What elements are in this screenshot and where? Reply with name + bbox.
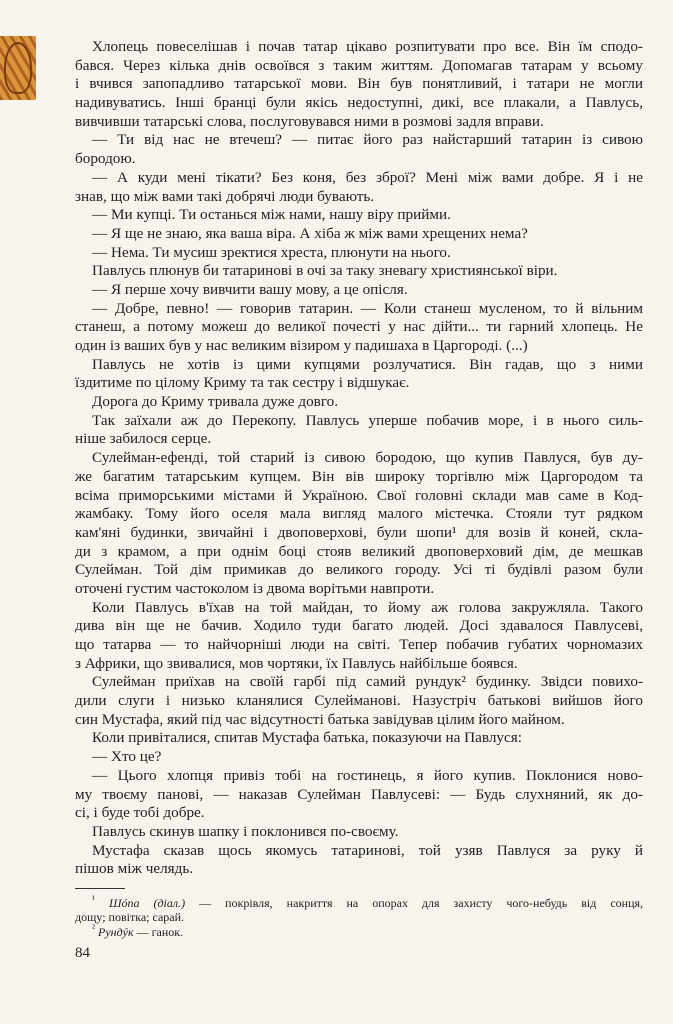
text-line: — А куди мені тікати? Без коня, без зброї? Мені між вами добре. Я і не [92, 168, 643, 186]
text-line: Сулейман приїхав на своїй гарбі під самий рундук² будинку. Звідси повихо- [92, 673, 643, 691]
footnote-text: — покрівля, накриття на опорах для захисту чого-небудь від сонця, [185, 896, 644, 910]
text-line: же багатим татарським купцем. Він вів широку торгівлю між Царгородом та [75, 467, 643, 485]
paragraph [75, 356, 643, 393]
footnote-text: — ганок. [133, 925, 184, 939]
paragraph [75, 842, 643, 879]
text-line: Хлопець повеселішав і почав татар цікаво розпитувати про все. Він їм сподо- [92, 38, 643, 55]
footnote-2 [75, 922, 660, 939]
page-number: 84 [75, 945, 90, 961]
text-line: оточені густим частоколом із двома ворітьми навпроти. [75, 579, 435, 597]
footnote-text-continued: дощу; повітка; сарай. [75, 910, 185, 924]
text-line: надивуватись. Інші бранці були якісь недоступні, дикі, все плакали, а Павлусь, [75, 94, 643, 112]
paragraph [75, 673, 643, 729]
text-line: з Африки, що звивалися, мов чортяки, їх Павлусь найбільше боявся. [75, 654, 518, 672]
footnote-divider [75, 888, 125, 889]
footnote-mark: ² [92, 923, 95, 934]
paragraph [75, 393, 643, 412]
paragraph [75, 225, 643, 244]
text-line: му твоєму панові, — наказав Сулейман Павлусеві: — Будь слухняний, як до- [75, 785, 643, 803]
text-line: дива він ще не бачив. Ходило туди багато людей. Досі здавалося Павлусеві, [75, 617, 643, 635]
text-line: пішов між челядь. [75, 860, 194, 878]
text-line: їздитиме по цілому Криму та так сестру і відшукає. [75, 374, 410, 392]
text-line: жамбаку. Тому його оселя мала вигляд малого містечка. Стояли тут рядком [75, 505, 643, 523]
footnote-term: Шóпа [108, 896, 140, 910]
text-line: — Хто це? [92, 748, 162, 766]
text-line: кам'яні будинки, звичайні і двоповерхові, були шопи¹ для возів й коней, скла- [75, 523, 643, 541]
text-line: — Добре, певно! — говорив татарин. — Коли станеш мусленом, то й вільним [92, 299, 643, 317]
text-line: і вчився запопадливо татарської мови. Він був понятливий, і татари не могли [75, 75, 643, 93]
paragraph [75, 169, 643, 206]
paragraph [75, 38, 643, 131]
text-line: Мустафа сказав щось якомусь татаринові, той узяв Павлуся за руку й [92, 841, 643, 859]
paragraph [75, 449, 643, 599]
text-line: сі, і буде тобі добре. [75, 804, 205, 822]
decorative-ornament-image [0, 36, 36, 100]
text-line: всіма приморськими містами й Україною. Свої головні склади мав саме в Код- [75, 486, 643, 504]
text-line: що татарва — то найчорніші люди на світі. Тепер побачив губатих чорномазих [75, 636, 643, 653]
text-line: бався. Через кілька днів освоївся з таким життям. Допомагав татарам у всьому [75, 56, 643, 74]
text-line: Коли Павлусь в'їхав на той майдан, то йому аж голова закружляла. Такого [92, 598, 643, 616]
paragraph [75, 244, 643, 263]
text-line: станеш, а потому можеш до великої почесті у нас дійти... ти гарний хлопець. Не [75, 318, 643, 336]
text-line: Сулейман. Той дім примикав до великого городу. Усі ті будівлі разом були [75, 561, 643, 579]
paragraph [75, 412, 643, 449]
text-line: син Мустафа, який під час відсутності батька завідував цілим його майном. [75, 710, 565, 728]
paragraph [75, 131, 643, 168]
paragraph [75, 767, 643, 823]
text-line: — Ти від нас не втечеш? — питає його раз найстарший татарин із сивою [92, 131, 643, 149]
paragraph [75, 206, 643, 225]
paragraph [75, 729, 643, 748]
text-line: — Ми купці. Ти останься між нами, нашу віру прийми. [92, 206, 451, 224]
text-line: Павлусь не хотів із цими купцями розлучатися. Він гадав, що з ними [92, 355, 643, 373]
paragraph [75, 300, 643, 356]
paragraph [75, 823, 643, 842]
text-line: — Цього хлопця привіз тобі на гостинець, я його купив. Поклонися ново- [92, 766, 643, 784]
text-line: — Я ще не знаю, яка ваша віра. А хіба ж між вами хрещених нема? [92, 224, 528, 242]
footnote-mark: ¹ [92, 894, 95, 905]
text-line: знав, що між вами такі добрячі люди бувають. [75, 187, 375, 205]
text-line: Павлусь скинув шапку і поклонився по-своєму. [92, 822, 399, 840]
text-line: Так заїхали аж до Перекопу. Павлусь уперше побачив море, і в нього силь- [92, 411, 643, 429]
footnote-note: (діал.) [153, 896, 186, 910]
text-line: Дорога до Криму тривала дуже довго. [92, 393, 339, 411]
text-line: вивчивши татарські слова, послуговувався ними в розмові задля вправи. [75, 112, 544, 130]
text-line: — Я перше хочу вивчити вашу мову, а це опісля. [92, 280, 408, 298]
footnote-1 [75, 893, 643, 924]
paragraph [75, 262, 643, 281]
paragraph [75, 748, 643, 767]
text-line: ди з крамом, а при однім боці стояв великий двоповерховий дім, де мешкав [75, 542, 643, 560]
text-line: бородою. [75, 150, 136, 168]
text-line: дили слуги і низько кланялися Сулейманові. Назустріч батькові вийшов його [75, 692, 643, 710]
text-line: ніше забилося серце. [75, 430, 212, 448]
text-line: Коли привіталися, спитав Мустафа батька, показуючи на Павлуся: [92, 729, 522, 747]
text-line: Павлусь плюнув би татаринові в очі за таку зневагу християнської віри. [92, 262, 558, 280]
text-line: один із ваших був у нас великим візиром у падишаха в Царгороді. (...) [75, 337, 528, 354]
footnote-term: Рундýк [98, 925, 134, 939]
story-text [75, 38, 643, 879]
text-line: — Нема. Ти мусиш зректися хреста, плюнути на нього. [92, 243, 451, 261]
text-line: Сулейман-ефенді, той старий із сивою бородою, що купив Павлуся, був ду- [92, 449, 643, 467]
paragraph [75, 599, 643, 674]
paragraph [75, 281, 643, 300]
